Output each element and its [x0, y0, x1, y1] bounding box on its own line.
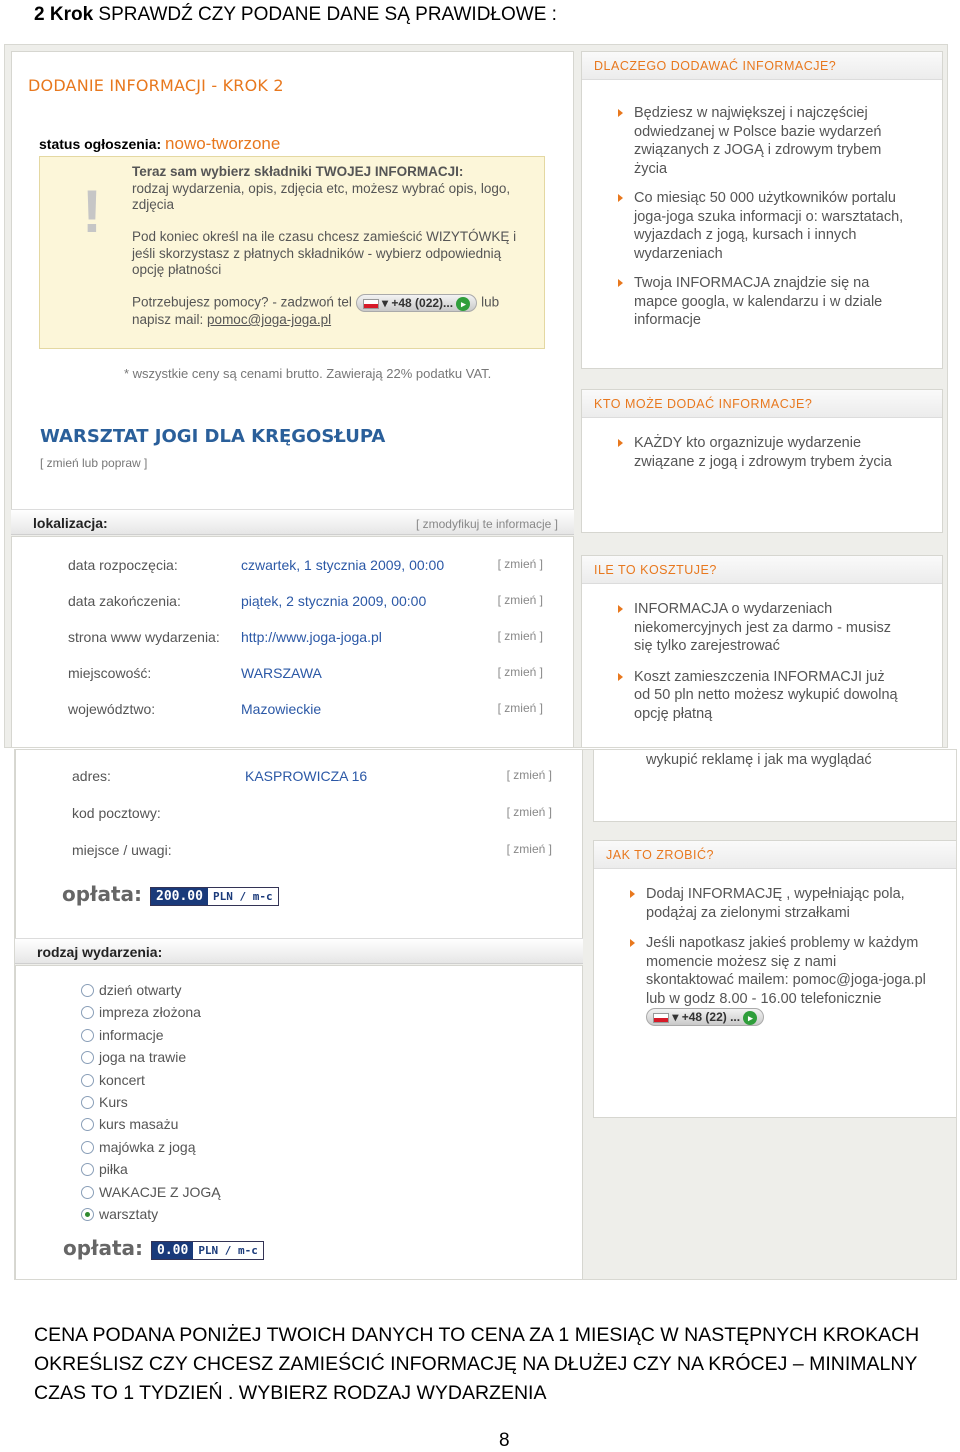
fee-value: 200.00: [151, 888, 208, 905]
help-text: Potrzebujesz pomocy? - zadzwoń tel: [132, 294, 352, 310]
radio-button[interactable]: [81, 1186, 94, 1199]
cost-item: INFORMACJA o wydarzeniach niekomercyjnych jest za darmo - musisz się tylko zarejestrować: [614, 600, 904, 656]
how-item-text: Jeśli napotkasz jakieś problemy w każdym momencie możesz się z nami skontaktować mailem: pomoc@joga-joga.pl lub w godz 8.00 - 16.00 telefonicznie: [646, 935, 926, 1007]
info-notice: [39, 156, 545, 349]
radio-button[interactable]: [81, 984, 94, 997]
fee-label: opłata:: [63, 1236, 144, 1260]
field-change-link[interactable]: [ zmień ]: [497, 593, 543, 607]
why-item: Co miesiąc 50 000 użytkowników portalu joga-joga szuka informacji o: warsztatach, wyjazdach z jogą, kursach i innych wydarzeniach: [614, 189, 904, 263]
radio-button[interactable]: [81, 1051, 94, 1064]
field-row: [12, 701, 573, 725]
location-panel: [11, 536, 574, 748]
field-change-link[interactable]: [ zmień ]: [506, 768, 552, 782]
why-list: [614, 104, 904, 341]
fee-value: 0.00: [152, 1242, 193, 1259]
field-label: miejsce / uwagi:: [72, 842, 172, 858]
who-panel: [581, 389, 943, 533]
mail-text: napisz mail:: [132, 312, 204, 327]
event-type-panel: [15, 965, 583, 1280]
poland-flag-icon: [363, 299, 379, 309]
form-panel: [11, 51, 574, 511]
fee-box: [151, 1241, 264, 1260]
radio-button[interactable]: [81, 1074, 94, 1087]
radio-button[interactable]: [81, 1029, 94, 1042]
cost-list: [614, 600, 904, 734]
event-title: WARSZTAT JOGI DLA KRĘGOSŁUPA: [40, 426, 386, 447]
call-icon[interactable]: ▸: [743, 1011, 757, 1025]
location-header: [11, 509, 574, 535]
event-type-option[interactable]: [81, 1004, 201, 1026]
call-icon[interactable]: ▸: [456, 297, 470, 311]
cost-item: Koszt zamieszczenia INFORMACJI już od 50 pln netto możesz wykupić dowolną opcję płatną: [614, 668, 904, 724]
screenshot-top: [4, 44, 948, 748]
event-type-label: Kurs: [99, 1094, 128, 1110]
fee-box: [150, 887, 279, 906]
screenshot-bottom: [14, 749, 957, 1280]
phone-number: +48 (022)...: [391, 296, 454, 310]
location-label: lokalizacja:: [33, 515, 108, 531]
exclamation-icon: !: [82, 178, 102, 245]
phone-widget[interactable]: ▾ +48 (22) ... ▸: [646, 1008, 764, 1026]
location-modify-link[interactable]: [ zmodyfikuj te informacje ]: [415, 517, 558, 531]
event-type-label: joga na trawie: [99, 1049, 187, 1066]
field-change-link[interactable]: [ zmień ]: [497, 665, 543, 679]
field-label: miejscowość:: [68, 665, 152, 681]
event-type-option[interactable]: [81, 1184, 221, 1206]
radio-button[interactable]: [81, 1141, 94, 1154]
how-title: JAK TO ZROBIĆ?: [594, 841, 957, 869]
poland-flag-icon: [653, 1013, 669, 1023]
notice-heading: Teraz sam wybierz składniki TWOJEJ INFORMACJI:: [132, 164, 464, 179]
field-change-link[interactable]: [ zmień ]: [497, 629, 543, 643]
how-panel: [593, 840, 957, 1118]
help-email-link[interactable]: pomoc@joga-joga.pl: [207, 312, 332, 327]
event-type-header: [15, 938, 583, 964]
field-change-link[interactable]: [ zmień ]: [506, 842, 552, 856]
field-row: [12, 629, 573, 653]
field-label: kod pocztowy:: [72, 805, 161, 821]
field-value: WARSZAWA: [241, 665, 322, 681]
phone-widget[interactable]: ▾ +48 (022)... ▸: [356, 294, 478, 312]
field-row: [16, 768, 582, 792]
field-value: czwartek, 1 stycznia 2009, 00:00: [241, 557, 445, 573]
event-type-label: dzień otwarty: [99, 982, 182, 998]
caption-text: CENA PODANA PONIŻEJ TWOICH DANYCH TO CENA ZA 1 MIESIĄC W NASTĘPNYCH KROKACH OKREŚLISZ CZY CHCESZ ZAMIEŚCIĆ INFORMACJĘ NA DŁUŻEJ CZY NA KRÓCEJ – MINIMALNY CZAS TO 1 TYDZIEŃ . WYBIERZ RODZAJ WYDARZENIA: [34, 1324, 920, 1404]
event-type-label: WAKACJE Z JOGĄ: [99, 1183, 221, 1200]
field-value: http://www.joga-joga.pl: [241, 629, 382, 645]
radio-button[interactable]: [81, 1006, 94, 1019]
why-title: DLACZEGO DODAWAĆ INFORMACJE?: [582, 52, 942, 80]
event-type-option[interactable]: [81, 1161, 128, 1183]
vat-note: * wszystkie ceny są cenami brutto. Zawierają 22% podatku VAT.: [124, 366, 492, 381]
field-row: [12, 557, 573, 581]
event-type-label: kurs masażu: [99, 1116, 179, 1133]
field-label: adres:: [72, 768, 111, 784]
edit-event-link[interactable]: [ zmień lub popraw ]: [40, 456, 148, 470]
field-change-link[interactable]: [ zmień ]: [497, 557, 543, 571]
field-label: data rozpoczęcia:: [68, 557, 178, 573]
field-row: [12, 593, 573, 617]
notice-text-2: Pod koniec określ na ile czasu chcesz zamieścić WIZYTÓWKĘ i jeśli skorzystasz z płatnych składników - wybierz odpowiednią opcję płatności: [132, 229, 517, 277]
help-or: lub: [481, 294, 500, 310]
notice-text-1: rodzaj wydarzenia, opis, zdjęcia etc, możesz wybrać opis, logo, zdjęcia: [132, 180, 511, 212]
field-change-link[interactable]: [ zmień ]: [497, 701, 543, 715]
how-item: Dodaj INFORMACJĘ , wypełniając pola, podążaj za zielonymi strzałkami: [626, 885, 926, 922]
event-type-label: rodzaj wydarzenia:: [37, 944, 163, 960]
field-value: piątek, 2 stycznia 2009, 00:00: [241, 593, 427, 609]
cost-panel-continued: [593, 749, 957, 822]
page-number: 8: [499, 1430, 510, 1451]
event-type-label: informacje: [99, 1026, 164, 1043]
how-list: [626, 885, 926, 1038]
field-value: KASPROWICZA 16: [245, 768, 368, 784]
event-type-label: piłka: [99, 1161, 128, 1178]
event-type-option[interactable]: [81, 1049, 186, 1071]
fee-unit: PLN / m-c: [193, 1242, 263, 1259]
who-list: [614, 434, 904, 482]
field-change-link[interactable]: [ zmień ]: [506, 805, 552, 819]
who-title: KTO MOŻE DODAĆ INFORMACJE?: [582, 390, 942, 418]
radio-button[interactable]: [81, 1096, 94, 1109]
why-item: Twoja INFORMACJA znajdzie się na mapce googla, w kalendarzu i w dziale informacje: [614, 274, 904, 330]
radio-button[interactable]: [81, 1118, 94, 1131]
event-type-label: impreza złożona: [99, 1004, 201, 1021]
status-value: nowo-tworzone: [165, 134, 281, 153]
field-row: [12, 665, 573, 689]
cost-title: ILE TO KOSZTUJE?: [582, 556, 942, 584]
who-item: KAŻDY kto orgaznizuje wydarzenie związane z jogą i zdrowym trybem życia: [614, 434, 904, 471]
field-label: strona www wydarzenia:: [68, 629, 220, 645]
document-heading: [34, 4, 557, 26]
fee-label: opłata:: [62, 882, 143, 906]
event-type-label: koncert: [99, 1071, 145, 1088]
event-type-label: majówka z jogą: [99, 1138, 196, 1155]
why-item: Będziesz w największej i najczęściej odwiedzanej w Polsce bazie wydarzeń związanych z JOGĄ i zdrowym trybem życia: [614, 104, 904, 178]
status-label: status ogłoszenia:: [39, 136, 162, 152]
event-type-option[interactable]: [81, 1139, 196, 1161]
step-instruction: SPRAWDŹ CZY PODANE DANE SĄ PRAWIDŁOWE :: [98, 4, 557, 25]
event-type-option[interactable]: [81, 1072, 145, 1094]
step-label: 2 Krok: [34, 4, 94, 25]
field-row: [16, 842, 582, 866]
field-row: [16, 805, 582, 829]
radio-button[interactable]: [81, 1208, 94, 1221]
event-type-option[interactable]: [81, 1116, 178, 1138]
status-line: [39, 134, 280, 154]
event-type-option[interactable]: [81, 1094, 128, 1116]
cost-panel: [581, 555, 943, 748]
event-type-option[interactable]: [81, 1206, 158, 1228]
radio-button[interactable]: [81, 1163, 94, 1176]
address-panel: [15, 749, 583, 940]
event-type-option[interactable]: [81, 982, 181, 1004]
fee-unit: PLN / m-c: [208, 888, 278, 905]
form-title: DODANIE INFORMACJI - KROK 2: [28, 76, 284, 95]
how-item: [626, 934, 926, 1027]
event-type-label: warsztaty: [99, 1206, 159, 1222]
cost-item-continued: wykupić reklamę i jak ma wyglądać: [646, 752, 872, 768]
event-type-option[interactable]: [81, 1027, 164, 1049]
field-label: data zakończenia:: [68, 593, 181, 609]
phone-number: +48 (22) ...: [681, 1010, 741, 1025]
why-panel: [581, 51, 943, 369]
field-label: województwo:: [68, 701, 156, 717]
field-value: Mazowieckie: [241, 701, 322, 717]
